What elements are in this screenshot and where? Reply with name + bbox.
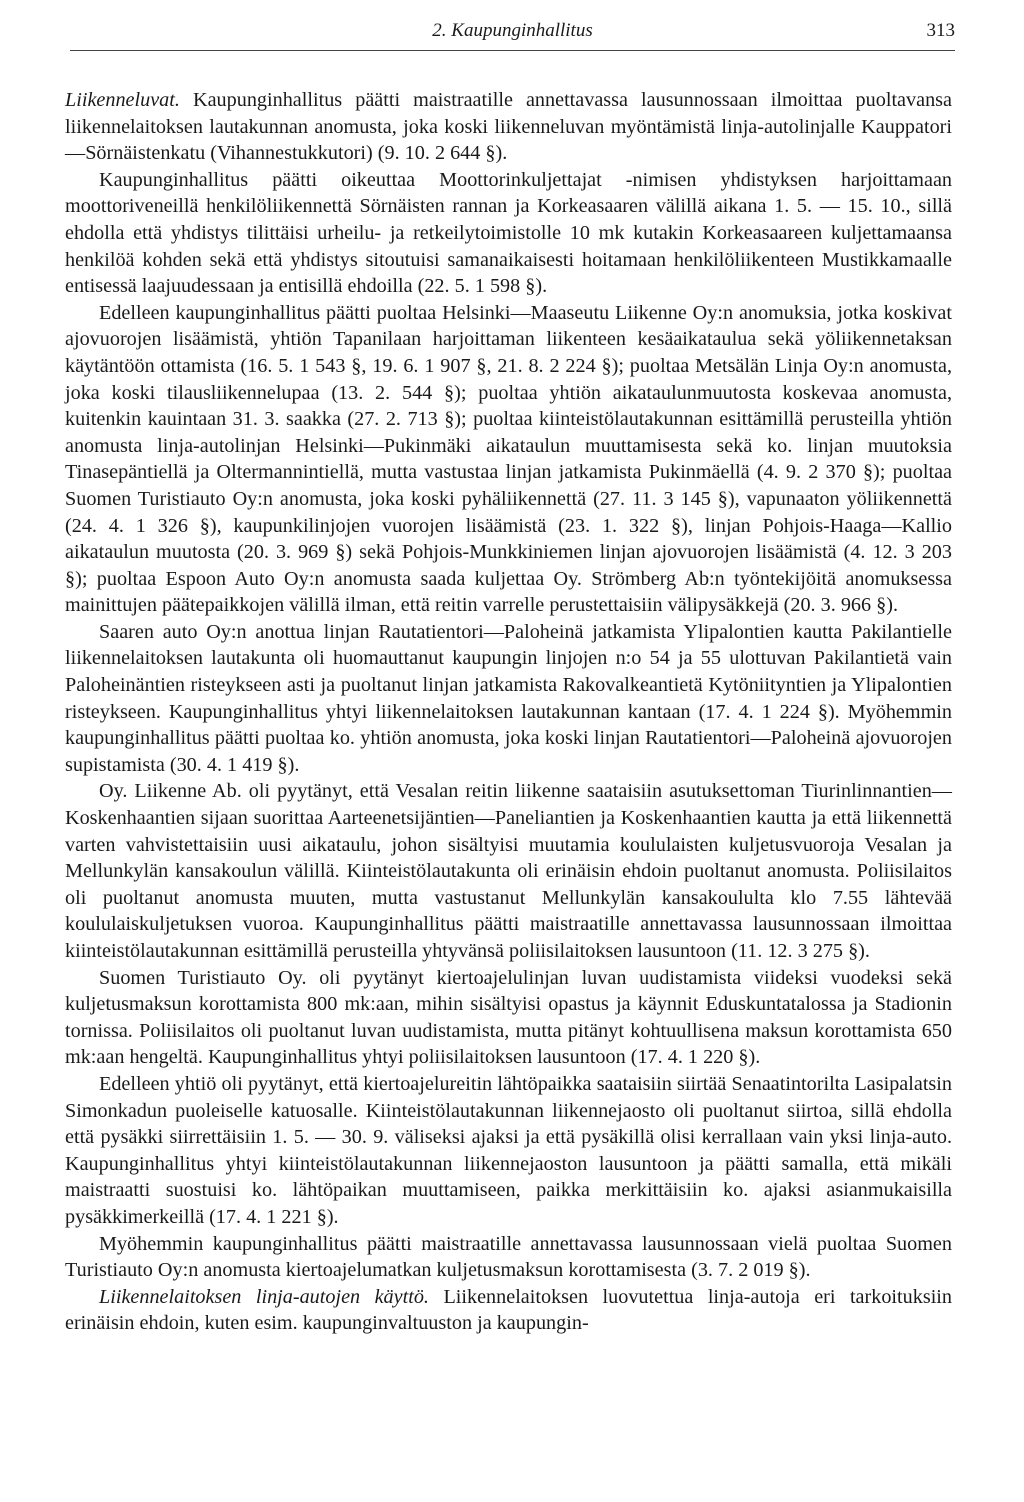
paragraph-text: Edelleen kaupunginhallitus päätti puoltaa Helsinki—Maaseutu Liikenne Oy:n anomuksia, jotka koskivat ajovuorojen lisäämistä, yhtiön Tapanilaan harjoittaman liikenteen kesäaikataulua sekä yöliikennetaksan käytäntöön ottamista (16. 5. 1 543 §, 19. 6. 1 907 §, 21. 8. 2 224 §); puoltaa Metsälän Linja Oy:n anomusta, joka koski tilausliikennelupaa (13. 2. 544 §); puoltaa yhtiön aikataulunmuutosta koskevaa anomusta, kuitenkin kauintaan 31. 3. saakka (27. 2. 713 §); puoltaa kiinteistölautakunnan esittämillä perusteilla yhtiön anomusta linja-autolinjan Helsinki—Pukinmäki aikataulun muuttamisesta sekä ko. linjan muutoksia Tinasepäntiellä ja Oltermannintiellä, mutta vastustaa linjan jatkamista Pukinmäellä (4. 9. 2 370 §); puoltaa Suomen Turistiauto Oy:n anomusta, joka koski pyhäliikennettä (27. 11. 3 145 §), vapunaaton yöliikennettä (24. 4. 1 326 §), kaupunkilinjojen vuorojen lisäämistä (23. 1. 322 §), linjan Pohjois-Haaga—Kallio aikataulun muutosta (20. 3. 969 §) sekä Pohjois-Munkkiniemen linjan ajovuorojen lisäämistä (4. 12. 3 203 §); puoltaa Espoon Auto Oy:n anomusta saada kuljettaa Oy. Strömberg Ab:n työntekijöitä anomuksessa mainittujen päätepaikkojen välillä ilman, että reitin varrelle perustettaisiin välipysäkkejä (20. 3. 966 §). <box>65 301 952 617</box>
paragraph <box>65 965 952 1071</box>
section-heading: Liikenneluvat. <box>65 89 180 111</box>
section-heading: Liikennelaitoksen linja-autojen käyttö. <box>99 1285 429 1308</box>
paragraph-text: Kaupunginhallitus päätti maistraatille annettavassa lausunnossaan ilmoittaa puoltavansa liikennelaitoksen lautakunnan anomusta, joka koski liikenneluvan myöntämistä linja-autolinjalle Kauppatori—Sörnäistenkatu (Vihannestukkutori) (9. 10. 2 644 §). <box>65 89 952 165</box>
paragraph <box>65 778 952 964</box>
paragraph-text: Kaupunginhallitus päätti oikeuttaa Moottorinkuljettajat -nimisen yhdistyksen harjoittamaan moottoriveneillä henkilöliikennettä Sörnäisten rannan ja Korkeasaaren välillä aikana 1. 5. — 15. 10., sillä ehdolla että yhdistys tilittäisi urheilu- ja retkeilytoimistolle 10 mk kutakin Korkeasaareen kuljettamaansa henkilöä kohden sekä että yhdistys sitoutuisi samanaikaisesti hoitamaan henkilöliikenteen Mustikkamaalle entisessä laajuudessaan ja entisillä ehdoilla (22. 5. 1 598 §). <box>65 168 952 298</box>
paragraph-text: Suomen Turistiauto Oy. oli pyytänyt kiertoajelulinjan luvan uudistamista viideksi vuodeksi sekä kuljetusmaksun korottamista 800 mk:aan, mihin sisältyisi opastus ja käynnit Eduskuntatalossa ja Stadionin tornissa. Poliisilaitos oli puoltanut luvan uudistamista, mutta pitänyt kohtuullisena maksun korottamista 650 mk:aan hengeltä. Kaupunginhallitus yhtyi poliisilaitoksen lausuntoon (17. 4. 1 220 §). <box>65 966 952 1069</box>
paragraph <box>65 619 952 779</box>
paragraph-text: Edelleen yhtiö oli pyytänyt, että kiertoajelureitin lähtöpaikka saataisiin siirtää Senaatintorilta Lasipalatsin Simonkadun puoleiselle katuosalle. Kiinteistölautakunnan liikennejaosto oli puoltanut siirtoa, sillä ehdolla että pysäkki siirrettäisiin 1. 5. — 30. 9. väliseksi ajaksi ja että pysäkillä olisi kerrallaan vain yksi linja-auto. Kaupunginhallitus yhtyi kiinteistölautakunnan liikennejaoston lausuntoon ja päätti samalla, että mikäli maistraatti suostuisi ko. lähtöpaikan muuttamiseen, paikka merkittäisiin ko. ajaksi asianmukaisilla pysäkkimerkeillä (17. 4. 1 221 §). <box>65 1072 952 1228</box>
paragraph-text: Saaren auto Oy:n anottua linjan Rautatientori—Paloheinä jatkamista Ylipalontien kautta Pakilantielle liikennelaitoksen lautakunta oli huomauttanut kaupungin linjojen n:o 54 ja 55 ulottuvan Pakilantietä vain Paloheinäntien risteykseen asti ja puoltanut linjan jatkamista Rakovalkeantietä Kytöniityntien ja Ylipalontien risteykseen. Kaupunginhallitus yhtyi liikennelaitoksen lautakunnan kantaan (17. 4. 1 224 §). Myöhemmin kaupunginhallitus päätti puoltaa ko. yhtiön anomusta, joka koski linjan Rautatientori—Paloheinä ajovuorojen supistamista (30. 4. 1 419 §). <box>65 620 952 776</box>
page-number: 313 <box>926 20 955 41</box>
paragraph-text: Myöhemmin kaupunginhallitus päätti maistraatille annettavassa lausunnossaan vielä puoltaa Suomen Turistiauto Oy:n anomusta kiertoajelumatkan kuljetusmaksun korottamisesta (3. 7. 2 019 §). <box>65 1232 952 1282</box>
running-title: 2. Kaupunginhallitus <box>432 20 593 41</box>
paragraph <box>65 1231 952 1284</box>
paragraph <box>65 167 952 300</box>
paragraph-text: Liikennelaitoksen luovutettua linja-autoja eri tarkoituksiin erinäisin ehdoin, kuten esim. kaupunginvaltuuston ja kaupungin- <box>65 1285 953 1335</box>
body-text <box>65 87 952 1337</box>
page-header <box>70 18 955 51</box>
paragraph <box>65 87 952 167</box>
paragraph <box>65 1071 952 1231</box>
paragraph <box>65 1284 952 1337</box>
paragraph-text: Oy. Liikenne Ab. oli pyytänyt, että Vesalan reitin liikenne saataisiin asutuksettoman Tiurinlinnantien—Koskenhaantien sijaan suorittaa Aarteenetsijäntien—Paneliantien ja Koskenhaantien kautta ja että liikennettä varten vahvistettaisiin uusi aikataulu, johon sisältyisi muutamia koululaisten kuljetusvuoroja Vesalan ja Mellunkylän kansakoulun välillä. Kiinteistölautakunta oli erinäisin ehdoin puoltanut anomusta. Poliisilaitos oli puoltanut anomusta muuten, mutta vastustanut Mellunkylän kansakoululta klo 7.55 lähtevää koululaiskuljetuksen vuoroa. Kaupunginhallitus päätti maistraatille annettavassa lausunnossaan ilmoittaa kiinteistölautakunnan esittämillä perusteilla yhtyvänsä poliisilaitoksen lausuntoon (11. 12. 3 275 §). <box>65 780 952 962</box>
paragraph <box>65 300 952 619</box>
